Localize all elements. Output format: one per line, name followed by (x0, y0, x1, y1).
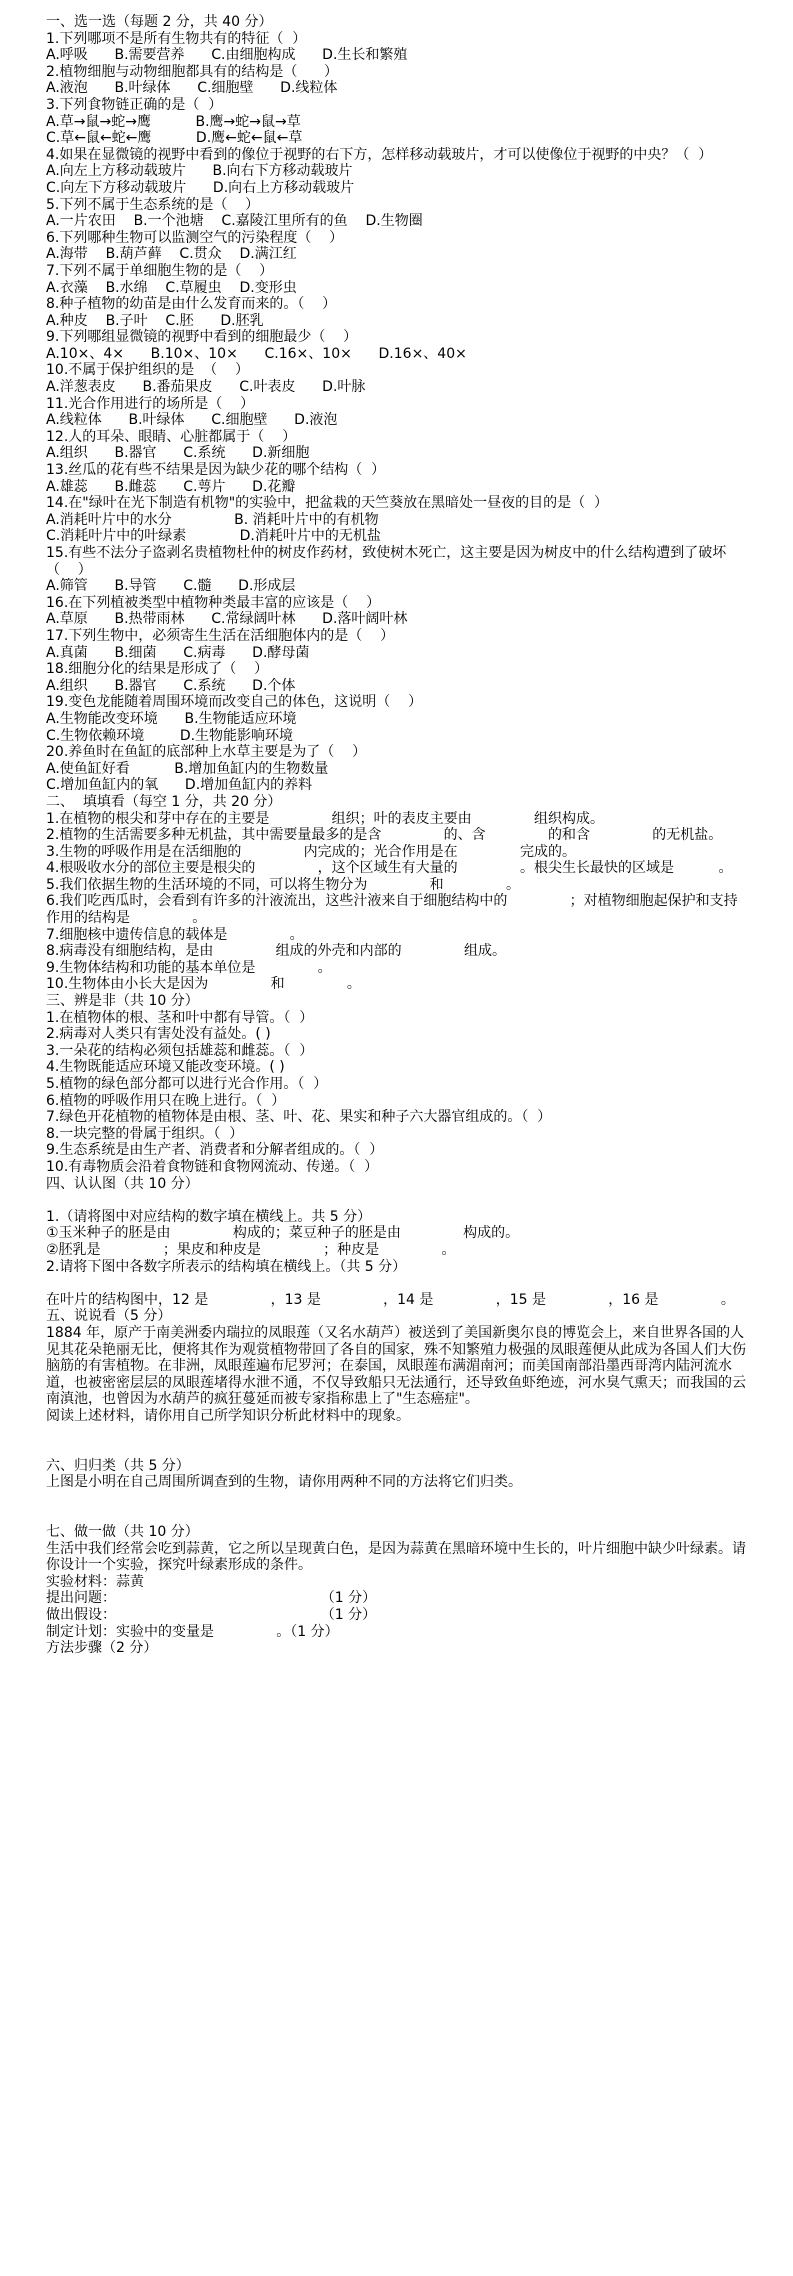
text-line: 11.光合作用进行的场所是（ ） (46, 395, 255, 412)
text-line: 2.请将下图中各数字所表示的结构填在横线上。（共 5 分） (46, 1258, 407, 1275)
text-line: 二、 填填看（每空 1 分，共 20 分） (46, 793, 282, 810)
text-line: 8.一块完整的骨属于组织。（ ） (46, 1125, 244, 1142)
text-line: 三、辨是非（共 10 分） (46, 993, 199, 1010)
text-line: 上图是小明在自己周围所调查到的生物，请你用两种不同的方法将它们归类。 (46, 1474, 522, 1491)
blank-line (46, 1491, 746, 1508)
text-line: 在叶片的结构图中，12 是 ，13 是 ，14 是 ，15 是 ，16 是 。 (46, 1291, 735, 1308)
text-line: 3.一朵花的结构必须包括雄蕊和雌蕊。（ ） (46, 1042, 314, 1059)
text-line: A.组织 B.器官 C.系统 D.个体 (46, 677, 296, 694)
text-line: 7.下列不属于单细胞生物的是（ ） (46, 262, 274, 279)
text-line: 6.下列哪种生物可以监测空气的污染程度（ ） (46, 229, 344, 246)
text-line: A.线粒体 B.叶绿体 C.细胞壁 D.液泡 (46, 412, 338, 429)
text-line: 18.细胞分化的结果是形成了（ ） (46, 661, 269, 678)
text-line: 2.病毒对人类只有害处没有益处。( ) (46, 1026, 271, 1043)
text-line: 3.下列食物链正确的是（ ） (46, 96, 223, 113)
text-line: 12.人的耳朵、眼睛、心脏都属于（ ） (46, 428, 297, 445)
text-line: 20.养鱼时在鱼缸的底部种上水草主要是为了（ ） (46, 744, 367, 761)
text-line: 5.我们依据生物的生活环境的不同，可以将生物分为 和 。 (46, 876, 520, 893)
text-line: 13.丝瓜的花有些不结果是因为缺少花的哪个结构（ ） (46, 462, 386, 479)
text-line: 七、做一做（共 10 分） (46, 1524, 199, 1541)
text-line: 2.植物的生活需要多种无机盐，其中需要量最多的是含 的、含 的和含 的无机盐。 (46, 827, 723, 844)
text-line: A.衣藻 B.水绵 C.草履虫 D.变形虫 (46, 279, 297, 296)
text-line: 15.有些不法分子盗剥名贵植物杜仲的树皮作药材，致使树木死亡，这主要是因为树皮中的什么结构遭到了破坏 （ ） (46, 545, 736, 578)
text-line: 6.植物的呼吸作用只在晚上进行。（ ） (46, 1092, 286, 1109)
text-line: 制定计划：实验中的变量是 。（1 分） (46, 1623, 339, 1640)
text-line: 19.变色龙能随着周围环境而改变自己的体色，这说明（ ） (46, 694, 423, 711)
blank-line (46, 1507, 746, 1524)
text-line: 10.不属于保护组织的是 （ ） (46, 362, 249, 379)
text-line: 1.下列哪项不是所有生物共有的特征（ ） (46, 30, 307, 47)
text-line: ①玉米种子的胚是由 构成的；菜豆种子的胚是由 构成的。 (46, 1225, 520, 1242)
text-line: 方法步骤（2 分） (46, 1640, 158, 1657)
text-line: 1.（请将图中对应结构的数字填在横线上。共 5 分） (46, 1208, 372, 1225)
text-line: 9.生物体结构和功能的基本单位是 。 (46, 959, 332, 976)
text-line: 14.在"绿叶在光下制造有机物"的实验中，把盆栽的天竺葵放在黑暗处一昼夜的目的是（ ） (46, 495, 609, 512)
text-line: 16.在下列植被类型中植物种类最丰富的应该是（ ） (46, 594, 381, 611)
text-line: 5.植物的绿色部分都可以进行光合作用。（ ） (46, 1076, 328, 1092)
text-line: 10.生物体由小长大是因为 和 。 (46, 976, 361, 993)
text-line: A.真菌 B.细菌 C.病毒 D.酵母菌 (46, 644, 310, 661)
text-line: 阅读上述材料，请你用自己所学知识分析此材料中的现象。 (46, 1407, 410, 1424)
text-line: 4.生物既能适应环境又能改变环境。( ) (46, 1059, 285, 1076)
text-line: C.消耗叶片中的叶绿素 D.消耗叶片中的无机盐 (46, 528, 381, 545)
text-line: A.组织 B.器官 C.系统 D.新细胞 (46, 445, 310, 462)
text-line: C.生物依赖环境 D.生物能影响环境 (46, 727, 294, 744)
text-line: A.种皮 B.子叶 C.胚 D.胚乳 (46, 312, 264, 329)
text-line: A.一片农田 B.一个池塘 C.嘉陵江里所有的鱼 D.生物圈 (46, 213, 423, 230)
text-line: 五、说说看（5 分） (46, 1308, 172, 1325)
blank-line (46, 1441, 746, 1458)
exam-document (46, 14, 746, 1657)
text-line: 生活中我们经常会吃到蒜黄，它之所以呈现黄白色，是因为蒜黄在黑暗环境中生长的，叶片细胞中缺少叶绿素。请你设计一个实验，探究叶绿素形成的条件。 (46, 1540, 746, 1574)
text-line: A.10×、4× B.10×、10× C.16×、10× D.16×、40× (46, 345, 467, 362)
text-line: 1884 年，原产于南美洲委内瑞拉的凤眼莲（又名水葫芦）被送到了美国新奥尔良的博览会上，来自世界各国的人见其花朵艳丽无比，便将其作为观赏植物带回了各自的国家，殊不知繁殖力极强的凤眼莲便从此成为各国人们大伤脑筋的有害植物。在非洲，凤眼莲遍布尼罗河；在泰国，凤眼莲布满湄南河；而美国南部沿墨西哥湾内陆河流水道，也被密密层层的凤眼莲堵得水泄不通，不仅导致船只无法通行，还导致鱼虾绝迹，河水臭气熏天；而我国的云南滇池，也曾因为水葫芦的疯狂蔓延而被专家指称患上了"生态癌症"。 (46, 1324, 746, 1408)
text-line: A.草→鼠→蛇→鹰 B.鹰→蛇→鼠→草 (46, 113, 301, 130)
text-line: 六、归归类（共 5 分） (46, 1457, 190, 1474)
text-line: 一、选一选（每题 2 分，共 40 分） (46, 14, 273, 30)
text-line: ②胚乳是 ；果皮和种皮是 ；种皮是 。 (46, 1241, 456, 1258)
text-line: 7.细胞核中遗传信息的载体是 。 (46, 926, 304, 943)
text-line: 4.根吸收水分的部位主要是根尖的 ，这个区域生有大量的 。根尖生长最快的区域是 。 (46, 860, 733, 877)
text-line: A.液泡 B.叶绿体 C.细胞壁 D.线粒体 (46, 80, 338, 97)
text-line: 8.病毒没有细胞结构，是由 组成的外壳和内部的 组成。 (46, 943, 506, 960)
text-line: 7.绿色开花植物的植物体是由根、茎、叶、花、果实和种子六大器官组成的。（ ） (46, 1109, 552, 1126)
text-line: 提出问题： （1 分） (46, 1590, 377, 1607)
text-line: A.筛管 B.导管 C.髓 D.形成层 (46, 578, 296, 595)
text-line: 2.植物细胞与动物细胞都具有的结构是（ ） (46, 63, 339, 80)
text-line: 9.生态系统是由生产者、消费者和分解者组成的。（ ） (46, 1142, 384, 1159)
text-line: A.向左上方移动载玻片 B.向右下方移动载玻片 (46, 163, 353, 180)
text-line: 10.有毒物质会沿着食物链和食物网流动、传递。（ ） (46, 1158, 379, 1175)
text-line: 4.如果在显微镜的视野中看到的像位于视野的右下方，怎样移动载玻片，才可以使像位于视野的中央？（ ） (46, 146, 713, 163)
blank-line (46, 1275, 746, 1292)
text-line: 3.生物的呼吸作用是在活细胞的 内完成的；光合作用是在 完成的。 (46, 843, 576, 860)
blank-line (46, 1424, 746, 1441)
text-line: C.增加鱼缸内的氧 D.增加鱼缸内的养料 (46, 777, 313, 794)
blank-line (46, 1192, 746, 1209)
text-line: C.草←鼠←蛇←鹰 D.鹰←蛇←鼠←草 (46, 130, 303, 147)
text-line: 6.我们吃西瓜时，会看到有许多的汁液流出，这些汁液来自于细胞结构中的 ；对植物细胞起保护和支持作用的结构是 。 (46, 893, 738, 927)
text-line: A.使鱼缸好看 B.增加鱼缸内的生物数量 (46, 760, 329, 777)
text-line: A.消耗叶片中的水分 B. 消耗叶片中的有机物 (46, 511, 379, 528)
text-line: A.洋葱表皮 B.番茄果皮 C.叶表皮 D.叶脉 (46, 379, 366, 396)
text-line: 四、认认图（共 10 分） (46, 1175, 199, 1192)
text-line: 5.下列不属于生态系统的是（ ） (46, 196, 260, 213)
text-line: A.雄蕊 B.雌蕊 C.萼片 D.花瓣 (46, 478, 296, 495)
text-line: 1.在植物体的根、茎和叶中都有导管。（ ） (46, 1009, 314, 1026)
text-line: A.海带 B.葫芦藓 C.贯众 D.满江红 (46, 246, 297, 263)
text-line: 8.种子植物的幼苗是由什么发育而来的。（ ） (46, 296, 337, 313)
text-line: A.生物能改变环境 B.生物能适应环境 (46, 710, 297, 727)
text-line: 9.下列哪组显微镜的视野中看到的细胞最少（ ） (46, 329, 358, 346)
text-line: 17.下列生物中，必须寄生生活在活细胞体内的是（ ） (46, 627, 395, 644)
text-line: 做出假设： （1 分） (46, 1607, 377, 1623)
text-line: A.呼吸 B.需要营养 C.由细胞构成 D.生长和繁殖 (46, 47, 408, 64)
text-line: 实验材料：蒜黄 (46, 1573, 144, 1590)
text-line: 1.在植物的根尖和芽中存在的主要是 组织；叶的表皮主要由 组织构成。 (46, 810, 604, 827)
text-line: A.草原 B.热带雨林 C.常绿阔叶林 D.落叶阔叶林 (46, 611, 408, 628)
text-line: C.向左下方移动载玻片 D.向右上方移动载玻片 (46, 179, 355, 196)
